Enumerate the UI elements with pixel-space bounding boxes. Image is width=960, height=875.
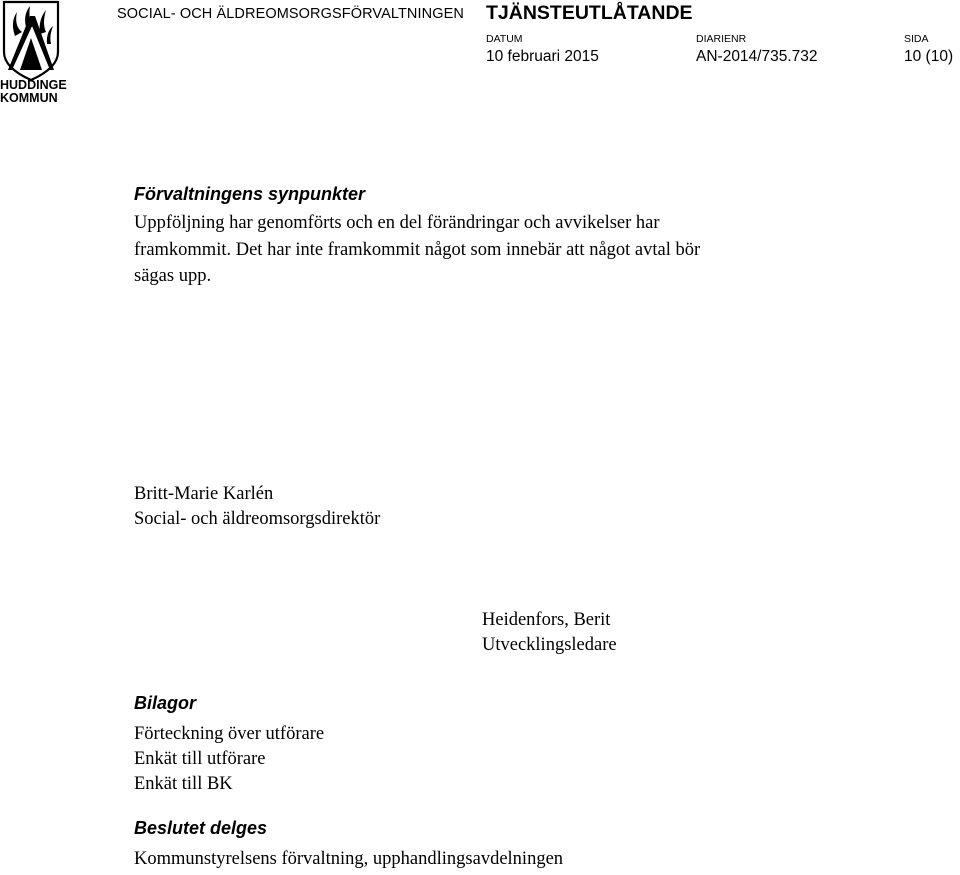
viewpoint-paragraph: [134, 210, 700, 290]
distribution-recipients: Kommunstyrelsens förvaltning, upphandlingsavdelningen: [134, 849, 564, 869]
viewpoint-heading: Förvaltningens synpunkter: [134, 184, 366, 204]
page-label: SIDA: [904, 33, 929, 45]
attachments-heading: Bilagor: [134, 693, 197, 713]
department-name: SOCIAL- OCH ÄLDREOMSORGSFÖRVALTNINGEN: [117, 6, 464, 22]
viewpoint-line: sägas upp.: [134, 266, 212, 286]
viewpoint-line: framkommit. Det har inte framkommit något som innebär att något avtal bör: [134, 239, 701, 260]
attachment-item: Enkät till BK: [134, 774, 233, 794]
viewpoint-line: Uppföljning har genomförts och en del förändringar och avvikelser har: [134, 213, 660, 233]
signatory-title: Utvecklingsledare: [482, 635, 617, 655]
logo-text-line-1: HUDDINGE: [0, 78, 67, 92]
page-number: 10 (10): [904, 48, 954, 65]
municipality-logo: [0, 0, 70, 106]
signatory-name: Britt-Marie Karlén: [134, 484, 274, 504]
document-type: TJÄNSTEUTLÅTANDE: [486, 2, 693, 24]
reference-label: DIARIENR: [696, 33, 747, 45]
distribution-heading: Beslutet delges: [134, 818, 268, 838]
reference-value: AN-2014/735.732: [696, 48, 818, 65]
signature-block-officer: [482, 608, 617, 658]
attachment-item: Förteckning över utförare: [134, 724, 325, 744]
signature-block-director: [134, 482, 380, 532]
attachment-item: Enkät till utförare: [134, 749, 266, 769]
signatory-name: Heidenfors, Berit: [482, 610, 611, 630]
date-value: 10 februari 2015: [486, 48, 599, 65]
date-label: DATUM: [486, 33, 523, 45]
signatory-title: Social- och äldreomsorgsdirektör: [134, 509, 381, 529]
attachments-list: [134, 722, 324, 797]
logo-text-line-2: KOMMUN: [0, 91, 58, 105]
